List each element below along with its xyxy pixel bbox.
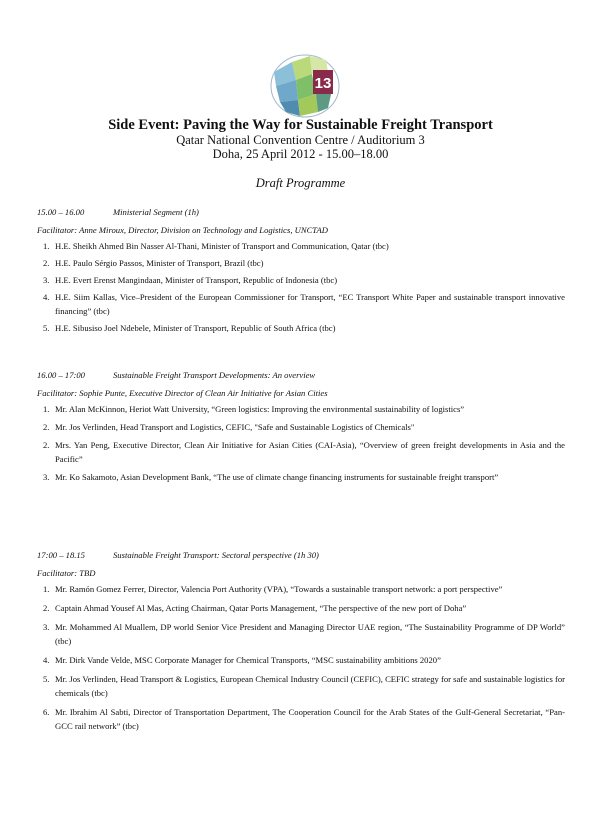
list-item: 6. Mr. Ibrahim Al Sabti, Director of Transportation Department, The Cooperation Council for the Arab States of the Gulf-General Secretariat, “Pan-GCC rail network” (tbc) [43,707,565,731]
session-ministerial [37,206,565,338]
session-time: 16.00 – 17:00 [37,370,85,380]
session-title: Sustainable Freight Transport: Sectoral perspective (1h 30) [113,550,319,560]
session-heading [37,549,565,561]
list-item: 1. Mr. Alan McKinnon, Heriot Watt University, “Green logistics: Improving the environmental sustainability of logistics” [43,404,465,414]
session-facilitator: Facilitator: Anne Miroux, Director, Division on Technology and Logistics, UNCTAD [37,225,328,235]
speaker-list [37,402,565,484]
session-title: Ministerial Segment (1h) [113,207,199,217]
speaker-list [37,239,565,335]
logo-text: 13 [314,75,332,92]
session-sectoral [37,549,565,738]
list-item: 3. Mr. Mohammed Al Muallem, DP world Senior Vice President and Managing Director UAE region, “The Sustainability Programme of DP World” (tbc) [43,622,565,646]
event-venue: Qatar National Convention Centre / Auditorium 3 [176,133,425,147]
session-facilitator: Facilitator: TBD [37,568,96,578]
list-item: 5. H.E. Sibusiso Joel Ndebele, Minister of Transport, Republic of South Africa (tbc) [43,323,336,333]
session-heading [37,369,565,381]
session-title: Sustainable Freight Transport Developments: An overview [113,370,316,380]
programme-subtitle: Draft Programme [255,176,346,190]
list-item: 4. Mr. Dirk Vande Velde, MSC Corporate Manager for Chemical Transports, “MSC sustainability ambitions 2020” [43,655,441,665]
list-item: 2. Mrs. Yan Peng, Executive Director, Clean Air Initiative for Asian Cities (CAI-Asia), “Overview of green freight developments in Asia and the Pacific” [43,440,565,464]
event-title: Side Event: Paving the Way for Sustainable Freight Transport [108,117,493,133]
session-time: 15.00 – 16.00 [37,207,85,217]
list-item: 3. H.E. Evert Erenst Mangindaan, Minister of Transport, Republic of Indonesia (tbc) [43,275,338,285]
list-item: 4. H.E. Siim Kallas, Vice–President of the European Commissioner for Transport, “EC Transport White Paper and sustainable transport innovative financing” (tbc) [43,292,565,316]
unctad-xiii-logo [266,50,344,122]
speaker-list [37,582,565,733]
list-item: 3. Mr. Ko Sakamoto, Asian Development Bank, “The use of climate change financing instruments for sustainable freight transport” [43,472,499,482]
list-item: 2. Captain Ahmad Yousef Al Mas, Acting Chairman, Qatar Ports Management, “The perspective of the new port of Doha” [43,603,467,613]
list-item: 1. H.E. Sheikh Ahmed Bin Nasser Al-Thani, Minister of Transport and Communication, Qatar (tbc) [43,241,389,251]
list-item: 1. Mr. Ramón Gomez Ferrer, Director, Valencia Port Authority (VPA), “Towards a sustainable transport network: a port perspective” [43,584,503,594]
list-item: 2. Mr. Jos Verlinden, Head Transport and Logistics, CEFIC, "Safe and Sustainable Logistics of Chemicals" [43,422,415,432]
list-item: 5. Mr. Jos Verlinden, Head Transport & Logistics, European Chemical Industry Council (CEFIC), CEFIC strategy for safe and sustainable logistics for chemicals (tbc) [43,674,565,698]
list-item: 2. H.E. Paulo Sérgio Passos, Minister of Transport, Brazil (tbc) [43,258,264,268]
session-overview [37,369,565,488]
session-heading [37,206,565,218]
session-facilitator: Facilitator: Sophie Punte, Executive Director of Clean Air Initiative for Asian Cities [37,388,328,398]
session-time: 17:00 – 18.15 [37,550,85,560]
event-date: Doha, 25 April 2012 - 15.00–18.00 [212,147,389,161]
